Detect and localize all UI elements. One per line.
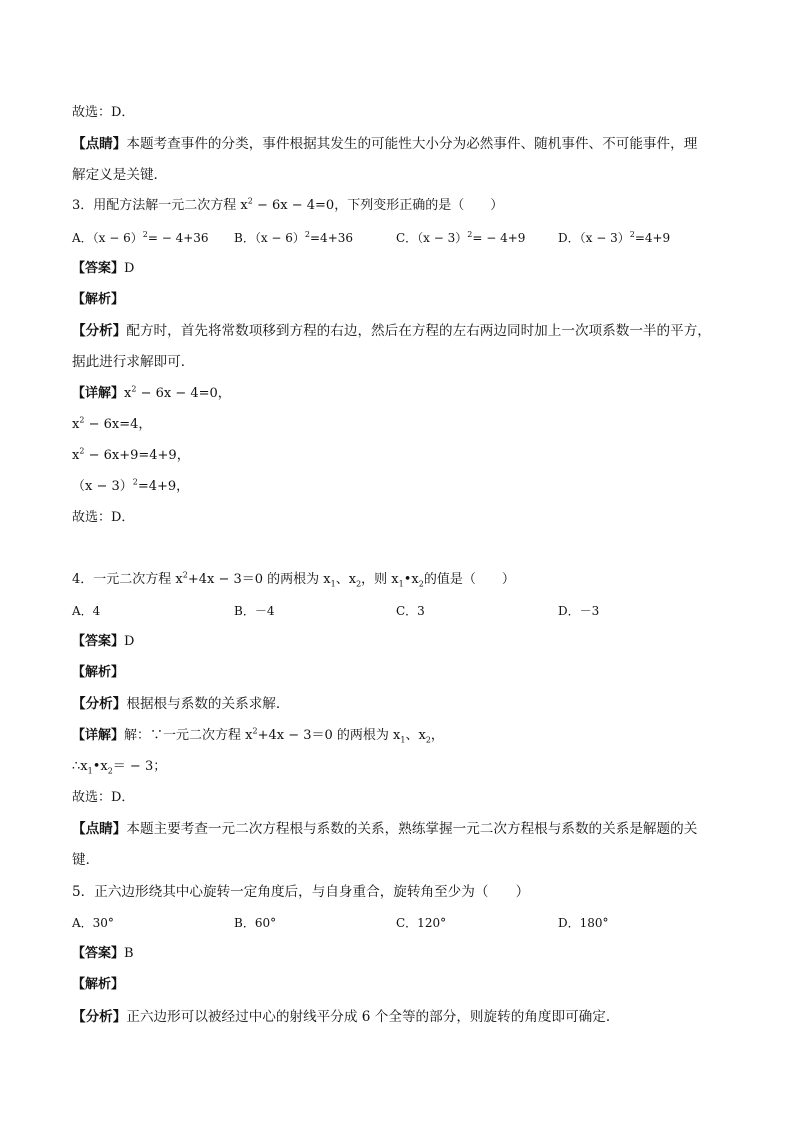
math-text: （x − 3）	[72, 479, 133, 494]
stem-part: 的值是（ ）	[423, 572, 515, 587]
superscript: 2	[131, 384, 137, 394]
dianjing-tag: 【点睛】	[72, 821, 127, 837]
dianjing-tag: 【点睛】	[72, 136, 127, 152]
q3-option-d	[558, 229, 670, 247]
q5-option-b: B．60°	[234, 916, 277, 930]
q4-fenxi	[72, 695, 724, 713]
superscript: 2	[182, 570, 188, 580]
q4-option-d: D．－3	[558, 604, 600, 618]
subscript: 2	[107, 766, 113, 776]
xiangjie-tag: 【详解】	[72, 728, 125, 743]
question-3-stem	[72, 197, 724, 215]
stem-part: •x	[403, 572, 419, 587]
dianjing-q2-line1	[72, 135, 724, 153]
question-number: 4．	[72, 572, 94, 587]
q4-dianjing-line2: 键．	[72, 852, 100, 868]
option-text: C．（x − 3）	[396, 231, 468, 245]
option-text: = − 4+36	[147, 231, 209, 245]
option-text: =4+9	[634, 231, 671, 245]
stem-part: 用配方法解一元二次方程 x	[93, 198, 248, 213]
subscript: 1	[398, 579, 404, 589]
question-number: 3．	[72, 198, 94, 213]
q3-option-a	[72, 229, 209, 247]
q5-jiexi	[72, 976, 724, 994]
fenxi-tag: 【分析】	[72, 323, 127, 339]
subscript: 1	[87, 766, 93, 776]
option-text: =4+36	[310, 231, 354, 245]
q3-fenxi-line2: 据此进行求解即可．	[72, 354, 195, 370]
q3-answer	[72, 260, 724, 278]
option-text: D．（x − 3）	[558, 231, 630, 245]
superscript: 2	[142, 230, 148, 239]
q4-option-a: A．4	[72, 604, 101, 618]
subscript: 2	[418, 579, 424, 589]
q3-step4	[72, 478, 724, 496]
math-text: − 6x=4，	[84, 417, 152, 432]
math-text: x	[72, 417, 80, 432]
superscript: 2	[252, 726, 258, 736]
subscript: 2	[425, 735, 431, 745]
answer-value: D	[124, 634, 135, 649]
question-4-stem	[72, 571, 724, 589]
question-number: 5．	[72, 884, 95, 900]
q3-step2	[72, 416, 724, 434]
answer-value: D	[124, 261, 135, 276]
superscript: 2	[629, 230, 635, 239]
superscript: 2	[304, 230, 310, 239]
answer-value: B	[124, 946, 134, 961]
dianjing-q2-line2: 解定义是关键．	[72, 167, 168, 183]
math-text: ，	[430, 728, 444, 743]
math-text: x	[124, 386, 132, 401]
jiexi-tag: 【解析】	[72, 292, 125, 307]
stem-text: 正六边形绕其中心旋转一定角度后，与自身重合，旋转角至少为（ ）	[94, 884, 530, 900]
fenxi-text: 根据根与系数的关系求解．	[126, 696, 290, 712]
math-text: ∴x	[72, 759, 88, 774]
subscript: 2	[356, 579, 362, 589]
jiexi-tag: 【解析】	[72, 977, 125, 992]
q5-option-a: A．30°	[72, 916, 114, 930]
q3-xiangjie-step1	[72, 385, 724, 403]
q5-fenxi	[72, 1008, 724, 1026]
stem-part: 一元二次方程 x	[93, 572, 183, 587]
math-text: 解：∵一元二次方程 x	[124, 728, 253, 743]
fenxi-text: 配方时，首先将常数项移到方程的右边，然后在方程的左右两边同时加上一次项系数一半的平方，	[126, 323, 711, 339]
superscript: 2	[247, 196, 253, 206]
q5-answer	[72, 945, 724, 963]
answer-tag: 【答案】	[72, 634, 125, 649]
stem-part: − 6x − 4=0，下列变形正确的是（ ）	[252, 198, 504, 213]
option-text: B．（x − 6）	[234, 231, 305, 245]
math-text: − 6x − 4=0，	[136, 386, 231, 401]
q3-jiexi	[72, 291, 724, 309]
q4-answer	[72, 633, 724, 651]
stem-part: ，则 x	[361, 572, 399, 587]
stem-part: +4x − 3＝0 的两根为 x	[187, 572, 331, 587]
option-text: = − 4+9	[472, 231, 526, 245]
q4-jiexi	[72, 664, 724, 682]
q4-option-c: C．3	[396, 604, 425, 618]
q3-step3	[72, 447, 724, 465]
q5-option-c: C．120°	[396, 916, 447, 930]
fenxi-tag: 【分析】	[72, 1009, 127, 1025]
q5-option-d: D．180°	[558, 916, 609, 930]
math-text: ＝ − 3；	[112, 759, 167, 774]
stem-part: 、x	[335, 572, 357, 587]
fenxi-text: 正六边形可以被经过中心的射线平分成 6 个全等的部分，则旋转的角度即可确定．	[126, 1009, 620, 1025]
answer-tag: 【答案】	[72, 946, 125, 961]
superscript: 2	[132, 477, 138, 487]
subscript: 1	[330, 579, 336, 589]
q3-fenxi-line1	[72, 322, 724, 340]
q4-conclusion: 故选：D．	[72, 790, 135, 805]
jiexi-tag: 【解析】	[72, 665, 125, 680]
question-5-stem	[72, 883, 724, 901]
math-text: +4x − 3＝0 的两根为 x	[257, 728, 401, 743]
math-text: =4+9，	[137, 479, 190, 494]
superscript: 2	[79, 415, 85, 425]
fenxi-tag: 【分析】	[72, 696, 127, 712]
superscript: 2	[79, 446, 85, 456]
q4-dianjing-line1	[72, 820, 724, 838]
q3-option-b	[234, 229, 353, 247]
superscript: 2	[467, 230, 473, 239]
math-text: x	[72, 448, 80, 463]
math-text: 、x	[405, 728, 426, 743]
conclusion-q2: 故选：D．	[72, 105, 135, 120]
dianjing-text: 本题考查事件的分类，事件根据其发生的可能性大小分为必然事件、随机事件、不可能事件，理	[126, 136, 698, 152]
q3-conclusion: 故选：D．	[72, 510, 135, 525]
subscript: 1	[400, 735, 406, 745]
q3-option-c	[396, 229, 525, 247]
q4-option-b: B．－4	[234, 604, 275, 618]
math-text: − 6x+9=4+9，	[84, 448, 190, 463]
option-text: A．（x − 6）	[72, 231, 143, 245]
q4-result	[72, 758, 724, 776]
dianjing-text: 本题主要考查一元二次方程根与系数的关系，熟练掌握一元二次方程根与系数的关系是解题的关	[126, 821, 698, 837]
math-text: •x	[92, 759, 108, 774]
xiangjie-tag: 【详解】	[72, 386, 125, 401]
q4-xiangjie	[72, 727, 724, 745]
answer-tag: 【答案】	[72, 261, 125, 276]
